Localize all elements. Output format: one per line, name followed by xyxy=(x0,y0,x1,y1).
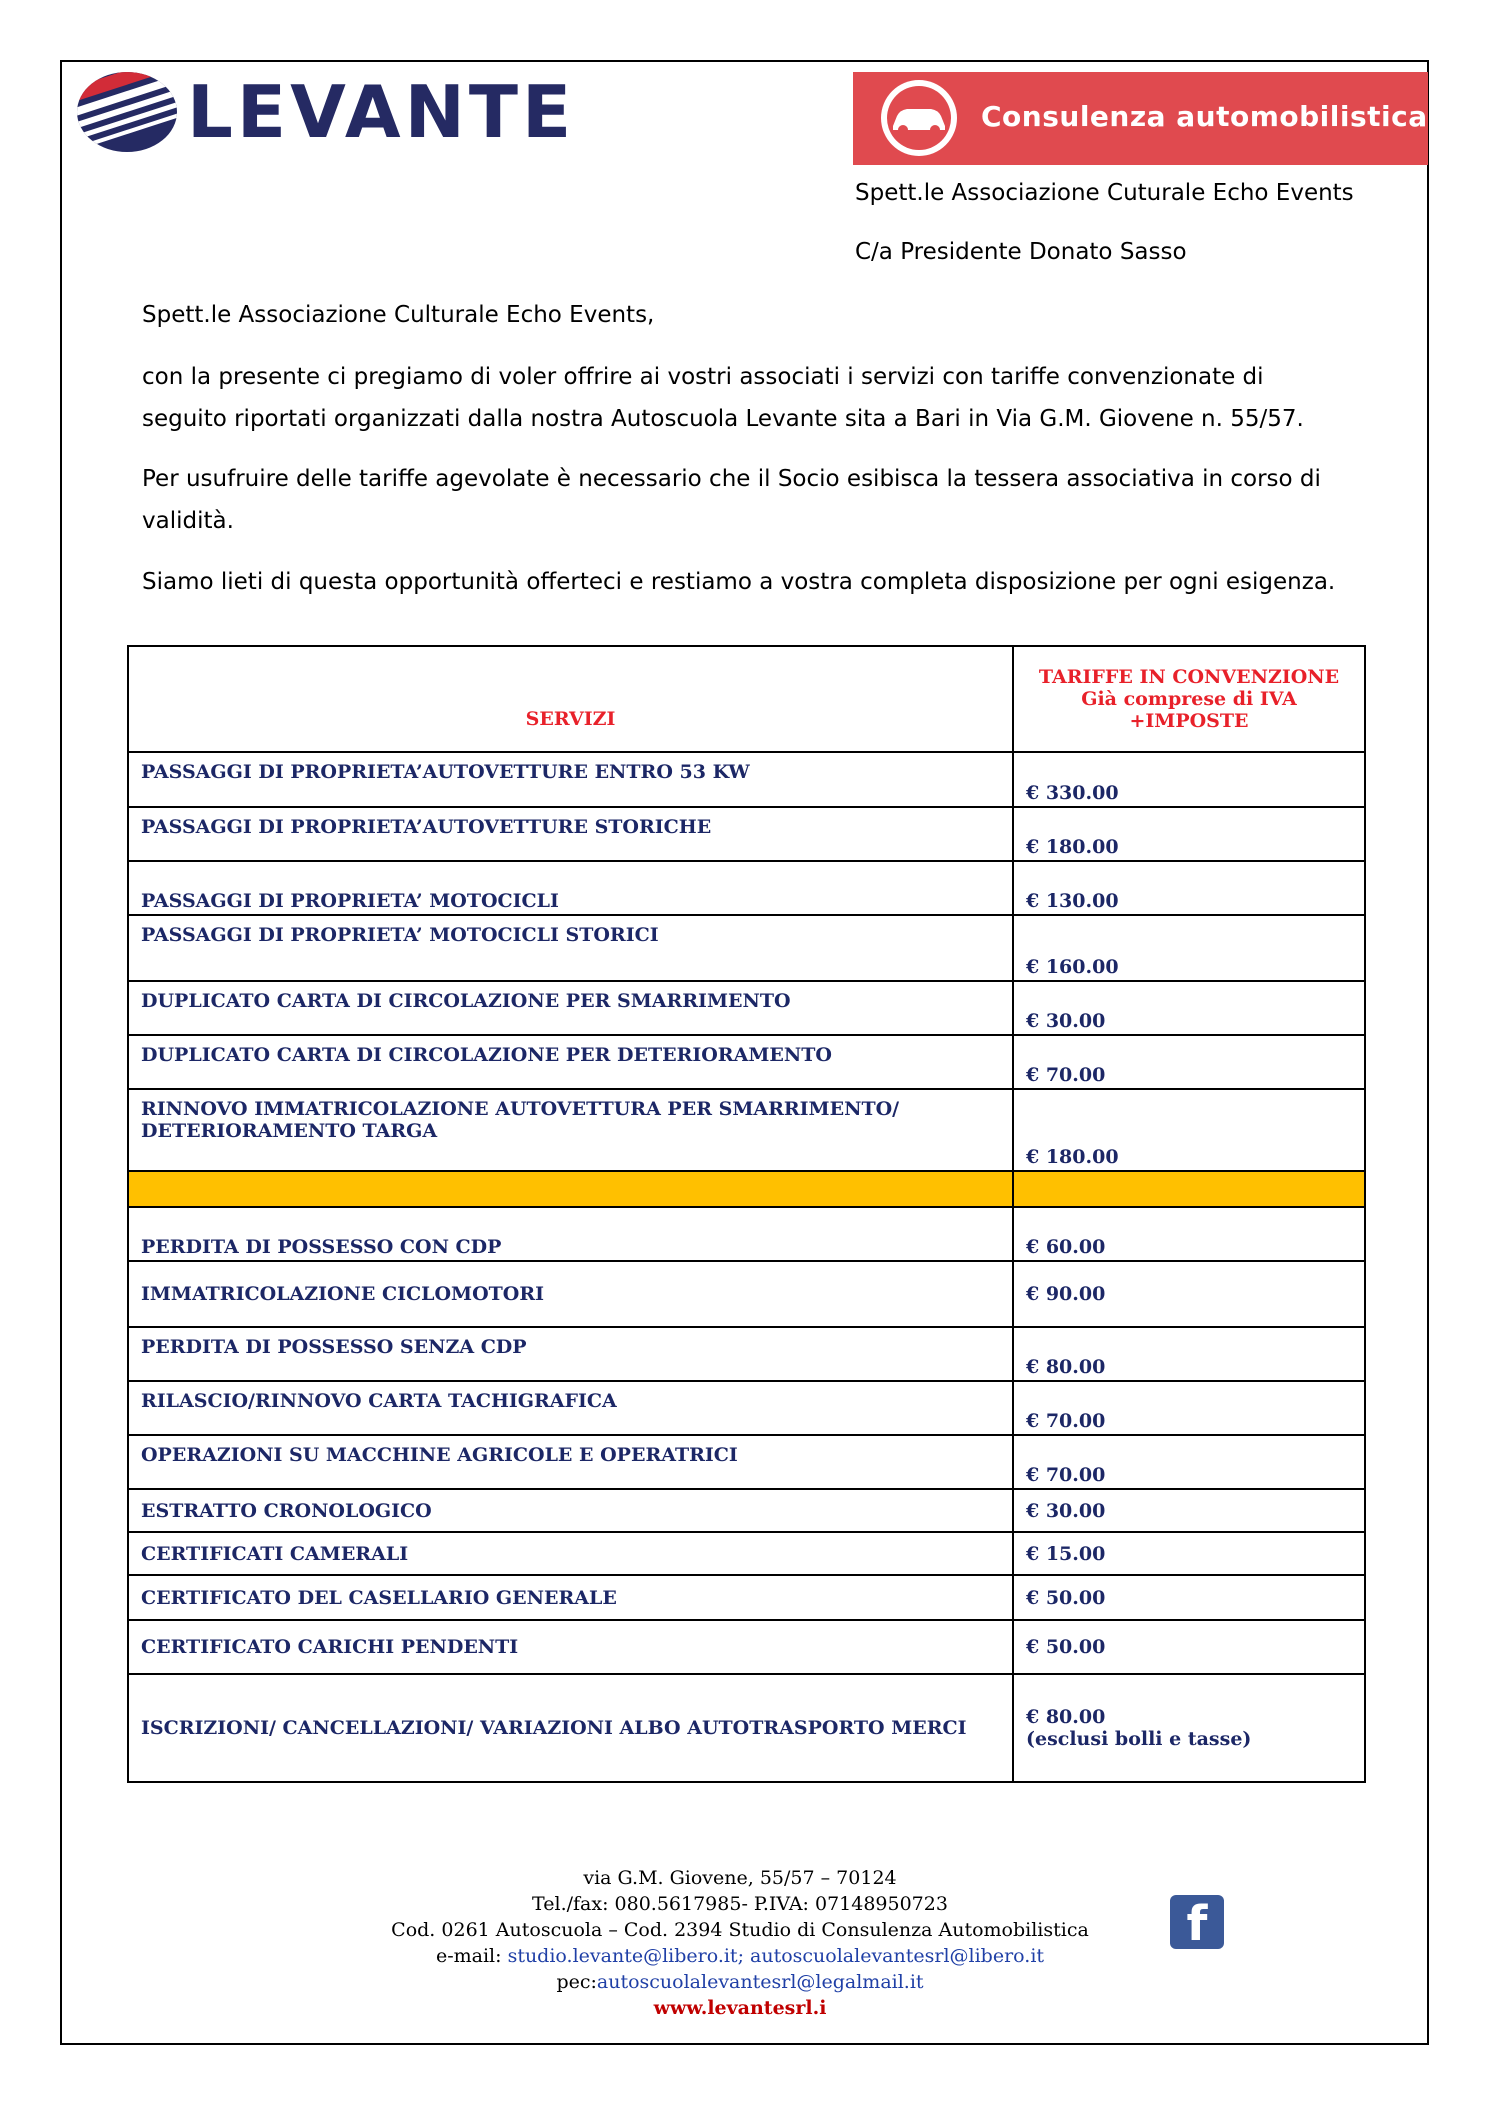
consulenza-logo xyxy=(853,72,1428,165)
service-price: € 30.00 xyxy=(1013,1489,1365,1532)
table-row xyxy=(128,1489,1365,1532)
service-price: € 80.00 xyxy=(1026,1706,1106,1728)
footer-email-label: e-mail: xyxy=(435,1945,508,1967)
column-header-services: SERVIZI xyxy=(128,646,1013,752)
service-price-note: (esclusi bolli e tasse) xyxy=(1026,1728,1252,1750)
tariff-table xyxy=(127,645,1366,1783)
service-price-cell xyxy=(1013,1674,1365,1782)
table-row xyxy=(128,1089,1365,1171)
service-name: RINNOVO IMMATRICOLAZIONE AUTOVETTURA PER SMARRIMENTO/ DETERIORAMENTO TARGA xyxy=(128,1089,1013,1171)
service-price: € 130.00 xyxy=(1013,861,1365,915)
service-name: IMMATRICOLAZIONE CICLOMOTORI xyxy=(128,1261,1013,1327)
table-separator-row xyxy=(128,1171,1365,1207)
table-row xyxy=(128,1575,1365,1620)
levante-logo-text: LEVANTE xyxy=(187,70,576,154)
service-name: DUPLICATO CARTA DI CIRCOLAZIONE PER DETERIORAMENTO xyxy=(128,1035,1013,1089)
footer-phone: Tel./fax: 080.5617985- P.IVA: 07148950723 xyxy=(532,1893,948,1915)
service-name: DUPLICATO CARTA DI CIRCOLAZIONE PER SMARRIMENTO xyxy=(128,981,1013,1035)
service-price: € 90.00 xyxy=(1013,1261,1365,1327)
paragraph-conditions: Per usufruire delle tariffe agevolate è necessario che il Socio esibisca la tessera associativa in corso di validità. xyxy=(142,466,1321,534)
footer-codes: Cod. 0261 Autoscuola – Cod. 2394 Studio di Consulenza Automobilistica xyxy=(391,1919,1089,1941)
service-price: € 70.00 xyxy=(1013,1381,1365,1435)
table-row xyxy=(128,752,1365,807)
service-price: € 50.00 xyxy=(1013,1620,1365,1674)
table-row xyxy=(128,861,1365,915)
service-name: RILASCIO/RINNOVO CARTA TACHIGRAFICA xyxy=(128,1381,1013,1435)
footer-pec-line xyxy=(360,1969,1120,1995)
service-name: ESTRATTO CRONOLOGICO xyxy=(128,1489,1013,1532)
footer-address: via G.M. Giovene, 55/57 – 70124 xyxy=(583,1867,897,1889)
table-row xyxy=(128,1532,1365,1575)
service-price: € 60.00 xyxy=(1013,1207,1365,1261)
facebook-icon[interactable]: f xyxy=(1170,1895,1224,1949)
table-row xyxy=(128,1620,1365,1674)
service-name: PERDITA DI POSSESSO CON CDP xyxy=(128,1207,1013,1261)
service-price: € 80.00 xyxy=(1013,1327,1365,1381)
service-price: € 50.00 xyxy=(1013,1575,1365,1620)
table-row xyxy=(128,1207,1365,1261)
table-row xyxy=(128,1674,1365,1782)
service-name: PASSAGGI DI PROPRIETA’ MOTOCICLI STORICI xyxy=(128,915,1013,981)
column-header-tariffs xyxy=(1013,646,1365,752)
table-row xyxy=(128,1435,1365,1489)
service-price: € 30.00 xyxy=(1013,981,1365,1035)
service-name: CERTIFICATO CARICHI PENDENTI xyxy=(128,1620,1013,1674)
paragraph-closing: Siamo lieti di questa opportunità offerteci e restiamo a vostra completa disposizione per ogni esigenza. xyxy=(142,569,1336,595)
table-header-row xyxy=(128,646,1365,752)
footer-email-line xyxy=(360,1943,1120,1969)
levante-logo xyxy=(72,62,576,162)
table-row xyxy=(128,1035,1365,1089)
footer xyxy=(360,1865,1120,2021)
service-name: ISCRIZIONI/ CANCELLAZIONI/ VARIAZIONI ALBO AUTOTRASPORTO MERCI xyxy=(128,1674,1013,1782)
paragraph-intro: con la presente ci pregiamo di voler offrire ai vostri associati i servizi con tariffe convenzionate di seguito riportati organizzati dalla nostra Autoscuola Levante sita a Bari in Via G.M. Giovene n. 55/57. xyxy=(142,364,1304,432)
service-price: € 15.00 xyxy=(1013,1532,1365,1575)
tariffs-header-line-1: TARIFFE IN CONVENZIONE xyxy=(1038,666,1340,688)
service-name: PASSAGGI DI PROPRIETA’AUTOVETTURE STORICHE xyxy=(128,807,1013,861)
table-row xyxy=(128,1327,1365,1381)
recipient-line-2: C/a Presidente Donato Sasso xyxy=(855,239,1187,265)
service-price: € 70.00 xyxy=(1013,1035,1365,1089)
consulenza-logo-text: Consulenza automobilistica xyxy=(981,100,1428,133)
footer-email-links[interactable]: studio.levante@libero.it; autoscuolalevantesrl@libero.it xyxy=(507,1945,1045,1967)
service-price: € 160.00 xyxy=(1013,915,1365,981)
salutation: Spett.le Associazione Culturale Echo Events, xyxy=(142,302,655,328)
service-price: € 70.00 xyxy=(1013,1435,1365,1489)
separator-cell xyxy=(1013,1171,1365,1207)
service-price: € 180.00 xyxy=(1013,807,1365,861)
service-name: CERTIFICATI CAMERALI xyxy=(128,1532,1013,1575)
service-name: PERDITA DI POSSESSO SENZA CDP xyxy=(128,1327,1013,1381)
table-row xyxy=(128,807,1365,861)
footer-pec-label: pec: xyxy=(556,1971,597,1993)
table-row xyxy=(128,1261,1365,1327)
footer-pec-link[interactable]: autoscuolalevantesrl@legalmail.it xyxy=(596,1971,924,1993)
car-icon xyxy=(869,72,969,165)
separator-cell xyxy=(128,1171,1013,1207)
service-name: OPERAZIONI SU MACCHINE AGRICOLE E OPERATRICI xyxy=(128,1435,1013,1489)
table-row xyxy=(128,915,1365,981)
recipient-line-1: Spett.le Associazione Cuturale Echo Events xyxy=(855,180,1354,206)
table-row xyxy=(128,981,1365,1035)
service-name: CERTIFICATO DEL CASELLARIO GENERALE xyxy=(128,1575,1013,1620)
service-name: PASSAGGI DI PROPRIETA’ MOTOCICLI xyxy=(128,861,1013,915)
service-price: € 180.00 xyxy=(1013,1089,1365,1171)
footer-website-link[interactable]: www.levantesrl.i xyxy=(653,1997,827,2019)
table-row xyxy=(128,1381,1365,1435)
levante-globe-icon xyxy=(72,62,182,162)
tariffs-header-line-2: Già comprese di IVA +IMPOSTE xyxy=(1081,688,1297,732)
service-name: PASSAGGI DI PROPRIETA’AUTOVETTURE ENTRO 53 KW xyxy=(128,752,1013,807)
service-price: € 330.00 xyxy=(1013,752,1365,807)
